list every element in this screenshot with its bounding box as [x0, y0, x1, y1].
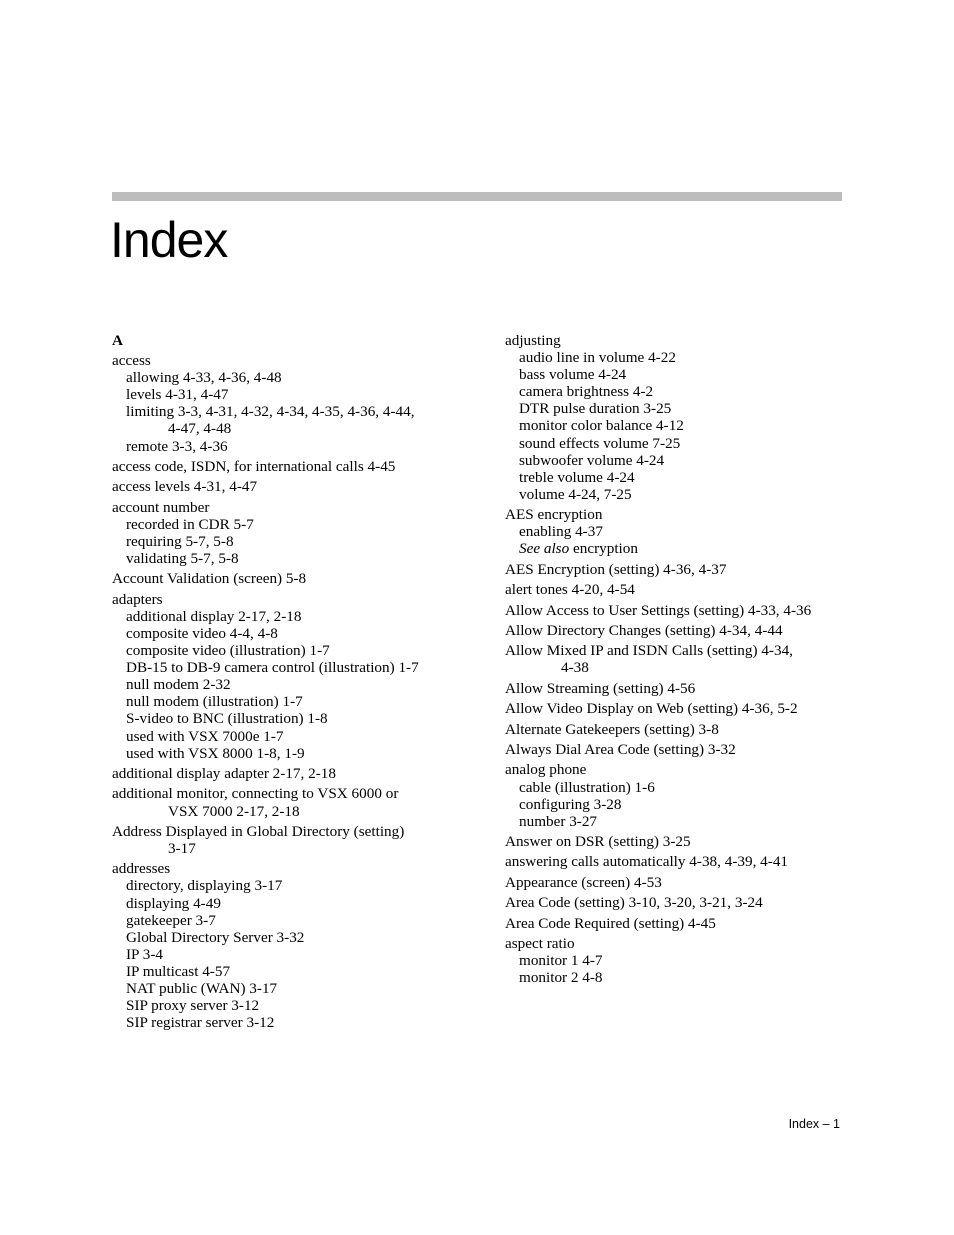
index-subentry: cable (illustration) 1-6	[519, 778, 655, 796]
index-subentry: recorded in CDR 5-7	[126, 515, 254, 533]
index-subentry: DTR pulse duration 3-25	[519, 400, 672, 418]
index-term: analog phone	[505, 761, 587, 779]
index-entry: Alternate Gatekeepers (setting) 3-8	[505, 720, 719, 738]
index-entry: Account Validation (screen) 5-8	[112, 570, 307, 588]
index-subentry: volume 4-24, 7-25	[519, 485, 632, 503]
section-letter: A	[112, 332, 123, 349]
index-subentry: remote 3-3, 4-36	[126, 437, 228, 455]
index-entry: alert tones 4-20, 4-54	[505, 581, 635, 599]
index-entry: Allow Access to User Settings (setting) 4-33, 4-36	[505, 601, 812, 619]
index-subentry: enabling 4-37	[519, 523, 603, 541]
index-subentry: null modem 2-32	[126, 676, 231, 694]
index-term: addresses	[112, 860, 171, 878]
index-subentry: composite video 4-4, 4-8	[126, 624, 278, 642]
index-entry-additional-monitor	[112, 785, 462, 819]
index-subentry: requiring 5-7, 5-8	[126, 532, 234, 550]
index-subentry: levels 4-31, 4-47	[126, 386, 229, 404]
index-entry-access	[112, 352, 462, 455]
index-entry: access code, ISDN, for international calls 4-45	[112, 457, 396, 475]
index-entry: Allow Streaming (setting) 4-56	[505, 679, 696, 697]
index-subentry: used with VSX 7000e 1-7	[126, 727, 284, 745]
index-entry: Area Code Required (setting) 4-45	[505, 914, 716, 932]
index-term: adjusting	[505, 332, 561, 349]
index-subentry: allowing 4-33, 4-36, 4-48	[126, 369, 282, 387]
index-term: account number	[112, 498, 210, 516]
index-subentry: bass volume 4-24	[519, 366, 627, 384]
index-term: additional monitor, connecting to VSX 6000 or	[112, 785, 399, 803]
index-term-continuation: VSX 7000 2-17, 2-18	[168, 802, 300, 820]
index-entry: Answer on DSR (setting) 3-25	[505, 833, 691, 851]
index-term: Allow Mixed IP and ISDN Calls (setting) 4-34,	[505, 642, 793, 660]
index-entry: additional display adapter 2-17, 2-18	[112, 765, 336, 783]
page-footer: Index – 1	[788, 1117, 840, 1131]
index-entry: Allow Directory Changes (setting) 4-34, 4-44	[505, 621, 783, 639]
page-title: Index	[110, 212, 228, 268]
index-column-left	[112, 332, 462, 1035]
index-entry-account-number	[112, 499, 462, 567]
index-entry-aes-encryption	[505, 506, 850, 557]
index-see-also	[505, 540, 850, 557]
index-entry-addresses	[112, 860, 462, 1031]
index-entry-address-displayed	[112, 823, 462, 857]
index-column-right	[505, 332, 850, 990]
index-subentry: validating 5-7, 5-8	[126, 550, 239, 568]
index-subentry: treble volume 4-24	[519, 468, 635, 486]
index-entry: Allow Video Display on Web (setting) 4-36, 5-2	[505, 700, 798, 718]
index-subentry: additional display 2-17, 2-18	[126, 607, 302, 625]
index-subentry: IP multicast 4-57	[126, 962, 231, 980]
index-subentry: null modem (illustration) 1-7	[126, 693, 303, 711]
index-entry-adapters	[112, 591, 462, 762]
index-subentry: configuring 3-28	[519, 795, 622, 813]
index-entry: access levels 4-31, 4-47	[112, 478, 258, 496]
index-term: aspect ratio	[505, 935, 575, 953]
index-subentry: limiting 3-3, 4-31, 4-32, 4-34, 4-35, 4-36, 4-44,	[126, 403, 415, 421]
index-term-continuation: 3-17	[168, 840, 196, 857]
index-term: Address Displayed in Global Directory (setting)	[112, 822, 405, 840]
index-subentry: sound effects volume 7-25	[519, 434, 681, 452]
index-term: access	[112, 352, 151, 370]
index-subentry: monitor color balance 4-12	[519, 417, 684, 435]
index-subentry: directory, displaying 3-17	[126, 877, 283, 895]
index-entry: Always Dial Area Code (setting) 3-32	[505, 741, 736, 759]
index-term: adapters	[112, 590, 163, 608]
see-also-target: encryption	[573, 540, 638, 558]
index-subentry: used with VSX 8000 1-8, 1-9	[126, 744, 305, 762]
index-entry: AES Encryption (setting) 4-36, 4-37	[505, 560, 727, 578]
header-rule	[112, 192, 842, 201]
index-subentry: DB-15 to DB-9 camera control (illustration) 1-7	[126, 659, 419, 677]
see-also-label: See also	[519, 540, 570, 558]
index-entry: Area Code (setting) 3-10, 3-20, 3-21, 3-24	[505, 894, 763, 912]
index-subentry: subwoofer volume 4-24	[519, 451, 665, 469]
index-subentry: camera brightness 4-2	[519, 383, 654, 401]
index-entry: answering calls automatically 4-38, 4-39, 4-41	[505, 853, 789, 871]
index-subentry: gatekeeper 3-7	[126, 911, 216, 929]
index-subentry: monitor 1 4-7	[519, 952, 603, 970]
index-subentry: S-video to BNC (illustration) 1-8	[126, 710, 328, 728]
index-entry: Appearance (screen) 4-53	[505, 873, 662, 891]
index-subentry: NAT public (WAN) 3-17	[126, 980, 278, 998]
index-entry-aspect-ratio	[505, 935, 850, 986]
index-entry-allow-mixed	[505, 642, 850, 676]
index-subentry: displaying 4-49	[126, 894, 221, 912]
index-subentry: composite video (illustration) 1-7	[126, 642, 330, 660]
index-subentry: Global Directory Server 3-32	[126, 928, 305, 946]
index-subentry: monitor 2 4-8	[519, 969, 603, 987]
index-subentry: IP 3-4	[126, 945, 163, 963]
index-subentry: audio line in volume 4-22	[519, 349, 676, 367]
index-term: AES encryption	[505, 506, 603, 524]
index-entry-analog-phone	[505, 761, 850, 829]
index-subentry: number 3-27	[519, 812, 598, 830]
index-subentry: SIP registrar server 3-12	[126, 1014, 275, 1032]
index-subentry-continuation: 4-47, 4-48	[168, 420, 232, 438]
index-entry-adjusting	[505, 332, 850, 503]
index-subentry: SIP proxy server 3-12	[126, 997, 260, 1015]
index-term-continuation: 4-38	[561, 659, 589, 677]
